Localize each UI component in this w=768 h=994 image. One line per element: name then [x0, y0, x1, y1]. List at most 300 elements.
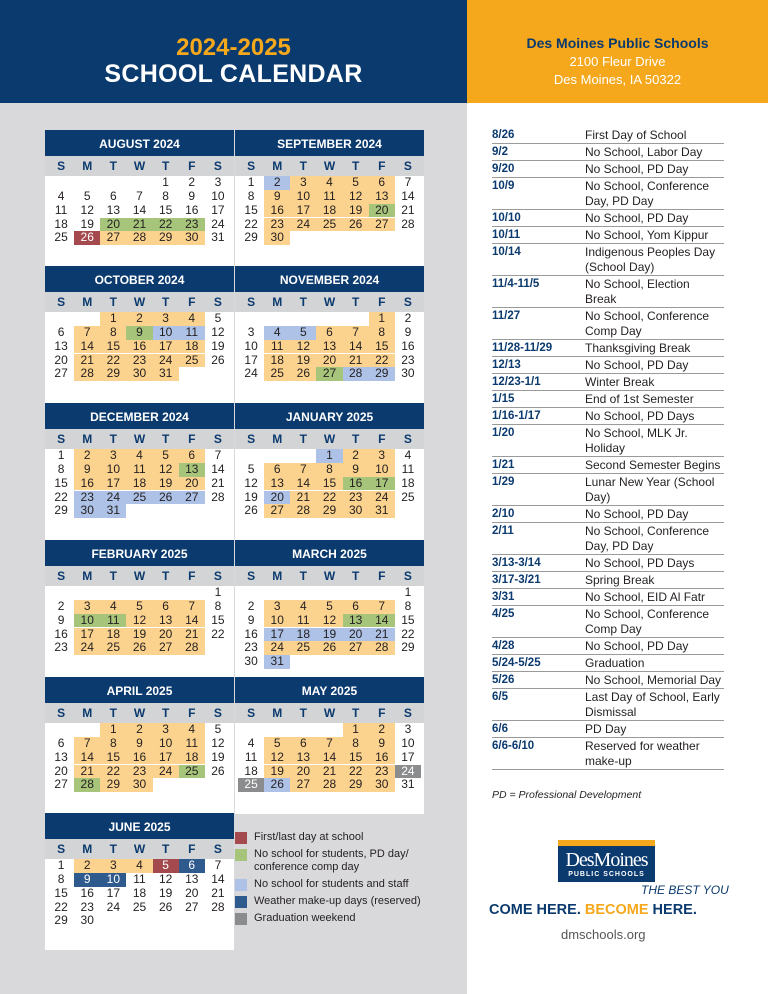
month-calendar	[235, 677, 424, 814]
event-row	[492, 738, 724, 770]
weekday-label: W	[323, 569, 336, 583]
day-cell: 2	[247, 598, 255, 613]
event-date: 1/29	[492, 476, 515, 488]
day-cell: 17	[290, 204, 316, 218]
address-line-1: 2100 Fleur Drive	[569, 54, 666, 69]
day-cell	[316, 655, 342, 669]
day-cell: 5	[153, 449, 179, 463]
day-cell	[264, 723, 290, 737]
day-cell	[290, 655, 316, 669]
week-row	[45, 367, 234, 381]
day-cell: 12	[211, 324, 225, 339]
day-cell: 18	[244, 763, 258, 778]
week-row	[45, 449, 234, 463]
day-cell	[126, 176, 152, 190]
day-cell: 15	[401, 612, 415, 627]
day-cell: 11	[244, 749, 258, 764]
day-cell: 3	[214, 175, 222, 190]
event-description: No School, PD Day	[585, 162, 689, 176]
event-description: No School, Conference Comp Day	[585, 607, 710, 636]
day-cell	[100, 176, 126, 190]
day-cell: 28	[343, 367, 369, 381]
day-cell: 10	[290, 190, 316, 204]
month-calendar	[45, 130, 234, 267]
day-cell: 29	[401, 640, 415, 655]
day-cell: 23	[80, 899, 94, 914]
day-cell	[74, 586, 100, 600]
day-cell: 7	[136, 188, 143, 203]
weekday-label: F	[378, 706, 386, 720]
day-cell: 12	[126, 614, 152, 628]
event-date: 3/31	[492, 591, 515, 603]
day-cell: 24	[290, 218, 316, 232]
day-cell	[153, 778, 179, 792]
week-row	[235, 449, 424, 463]
day-cell: 9	[74, 873, 100, 887]
day-cell: 18	[132, 885, 147, 900]
day-cell: 13	[316, 340, 342, 354]
week-row	[45, 340, 234, 354]
day-cell: 25	[179, 354, 205, 368]
day-cell: 16	[126, 340, 152, 354]
day-cell: 26	[244, 503, 258, 518]
event-description: Spring Break	[585, 573, 655, 587]
day-cell	[290, 723, 316, 737]
day-cell	[343, 586, 369, 600]
day-cell: 25	[54, 230, 68, 245]
day-cell: 23	[244, 640, 258, 655]
weekday-label: W	[133, 159, 146, 173]
day-cell: 11	[126, 463, 152, 477]
day-cell: 1	[343, 723, 369, 737]
day-cell: 23	[343, 491, 369, 505]
month-calendar	[235, 266, 424, 403]
day-cell	[48, 176, 74, 190]
day-cell: 24	[153, 765, 179, 779]
day-cell: 4	[404, 448, 412, 463]
day-cell: 16	[126, 751, 152, 765]
day-cell: 15	[54, 885, 68, 900]
event-row	[492, 672, 724, 689]
day-cell: 6	[179, 449, 205, 463]
day-cell: 18	[54, 216, 68, 231]
day-cell: 16	[54, 626, 68, 641]
day-cell: 31	[401, 777, 415, 792]
day-cell: 7	[404, 175, 412, 190]
day-cell: 27	[185, 899, 199, 914]
day-cell: 4	[316, 176, 342, 190]
day-cell: 26	[316, 641, 342, 655]
day-cell: 27	[264, 504, 290, 518]
day-cell: 13	[106, 202, 121, 217]
day-cell: 22	[369, 354, 395, 368]
day-cell: 24	[74, 641, 100, 655]
weekday-label: W	[323, 706, 336, 720]
day-cell: 6	[153, 600, 179, 614]
day-cell: 3	[153, 723, 179, 737]
month-title: SEPTEMBER 2024	[235, 130, 424, 156]
day-cell: 9	[126, 326, 152, 340]
day-cell: 11	[290, 614, 316, 628]
week-row	[235, 600, 424, 614]
event-row	[492, 244, 724, 276]
day-cell: 10	[369, 463, 395, 477]
weekday-label: T	[161, 295, 170, 309]
event-description: No School, Conference Day, PD Day	[585, 179, 710, 208]
website-link[interactable]: dmschools.org	[561, 927, 646, 942]
day-cell: 21	[290, 491, 316, 505]
month-calendar	[45, 540, 234, 677]
day-cell: 29	[100, 367, 126, 381]
day-cell: 14	[74, 340, 100, 354]
day-cell: 16	[343, 477, 369, 491]
day-cell: 2	[126, 312, 152, 326]
legend-label: Weather make-up days (reserved)	[254, 895, 421, 907]
weekday-label: T	[161, 159, 170, 173]
month-title: JANUARY 2025	[235, 403, 424, 429]
event-description: Last Day of School, Early Dismissal	[585, 690, 720, 719]
day-cell: 16	[185, 202, 199, 217]
day-cell	[238, 723, 264, 737]
day-cell: 3	[369, 449, 395, 463]
weekday-label: S	[403, 706, 412, 720]
week-row	[235, 614, 424, 628]
day-cell: 9	[343, 463, 369, 477]
district-logo	[558, 840, 655, 882]
day-cell: 27	[54, 777, 68, 792]
day-cell: 30	[244, 654, 258, 669]
day-cell: 13	[54, 749, 68, 764]
weekday-label: F	[378, 569, 386, 583]
day-cell: 8	[247, 188, 255, 203]
day-cell: 1	[162, 175, 169, 190]
week-row	[235, 218, 424, 232]
day-cell	[100, 586, 126, 600]
tagline-part-3: HERE.	[652, 902, 697, 918]
month-title: DECEMBER 2024	[45, 403, 234, 429]
day-cell: 13	[264, 477, 290, 491]
day-cell: 11	[54, 202, 68, 217]
day-cell: 5	[153, 859, 179, 873]
day-cell: 1	[404, 585, 412, 600]
event-date: 1/21	[492, 459, 515, 471]
district-name: Des Moines Public Schools	[526, 35, 709, 51]
day-cell: 15	[54, 475, 68, 490]
day-cell: 18	[264, 354, 290, 368]
day-cell: 14	[132, 202, 147, 217]
day-cell: 17	[74, 628, 100, 642]
day-cell	[316, 586, 342, 600]
day-cell	[316, 723, 342, 737]
event-row	[492, 655, 724, 672]
weekday-label: T	[109, 159, 118, 173]
month-title: APRIL 2025	[45, 677, 234, 703]
school-year: 2024-2025	[176, 34, 291, 61]
weekday-header	[45, 839, 234, 859]
day-cell: 13	[185, 871, 199, 886]
day-cell: 30	[126, 778, 152, 792]
event-row	[492, 308, 724, 340]
event-date: 1/20	[492, 427, 515, 439]
week-row	[235, 340, 424, 354]
day-cell	[205, 504, 231, 518]
event-description: Indigenous Peoples Day (School Day)	[585, 245, 716, 274]
day-cell: 22	[54, 899, 68, 914]
day-cell: 3	[290, 176, 316, 190]
event-date: 6/6-6/10	[492, 740, 535, 752]
day-cell: 19	[126, 628, 152, 642]
day-cell: 17	[244, 352, 258, 367]
day-cell: 8	[57, 461, 65, 476]
day-cell	[179, 367, 205, 381]
event-date: 10/9	[492, 180, 515, 192]
day-cell: 6	[110, 188, 117, 203]
weekday-header	[45, 703, 234, 723]
day-cell: 13	[290, 751, 316, 765]
weekday-label: F	[188, 569, 196, 583]
weekday-label: S	[247, 432, 256, 446]
tagline	[489, 902, 697, 918]
event-description: No School, Labor Day	[585, 145, 703, 159]
day-cell: 25	[316, 218, 342, 232]
event-row	[492, 506, 724, 523]
day-cell: 10	[264, 614, 290, 628]
day-cell: 3	[247, 324, 255, 339]
event-description: PD Day	[585, 722, 627, 736]
event-date: 5/24-5/25	[492, 657, 541, 669]
day-cell	[343, 231, 369, 245]
event-description: Thanksgiving Break	[585, 341, 691, 355]
day-cell: 12	[316, 614, 342, 628]
week-row	[235, 655, 424, 669]
weekday-label: M	[272, 432, 283, 446]
day-cell: 31	[153, 367, 179, 381]
event-description: No School, PD Days	[585, 409, 695, 423]
day-cell: 12	[343, 190, 369, 204]
day-cell: 24	[211, 216, 225, 231]
weekday-label: W	[323, 159, 336, 173]
day-cell: 3	[404, 722, 412, 737]
day-cell: 14	[211, 461, 225, 476]
day-cell: 26	[211, 763, 225, 778]
day-cell: 20	[153, 628, 179, 642]
day-cell: 1	[100, 723, 126, 737]
weekday-header	[45, 566, 234, 586]
day-cell: 28	[126, 231, 152, 245]
day-cell: 28	[211, 489, 225, 504]
day-cell: 10	[100, 463, 126, 477]
weekday-label: S	[57, 295, 66, 309]
day-cell: 9	[264, 190, 290, 204]
day-cell	[316, 312, 342, 326]
week-row	[235, 463, 424, 477]
event-row	[492, 357, 724, 374]
day-cell	[205, 367, 231, 381]
week-row	[235, 326, 424, 340]
weekday-label: T	[299, 295, 308, 309]
pd-note: PD = Professional Development	[492, 789, 642, 801]
day-cell: 8	[369, 326, 395, 340]
event-date: 1/16-1/17	[492, 410, 541, 422]
weekday-label: F	[378, 295, 386, 309]
day-cell: 15	[100, 340, 126, 354]
week-row	[235, 504, 424, 518]
legend-label: No school for students, PD day/ conference comp day	[254, 848, 409, 873]
day-cell: 18	[290, 628, 316, 642]
day-cell: 19	[264, 765, 290, 779]
weekday-label: M	[82, 706, 93, 720]
weekday-header	[235, 703, 424, 723]
day-cell: 13	[179, 463, 205, 477]
week-row	[45, 887, 234, 901]
day-cell	[343, 655, 369, 669]
week-row	[235, 204, 424, 218]
week-row	[235, 723, 424, 737]
day-cell: 23	[74, 491, 100, 505]
day-cell: 19	[244, 489, 258, 504]
day-cell: 28	[401, 216, 415, 231]
day-cell: 15	[343, 751, 369, 765]
day-cell: 11	[316, 190, 342, 204]
day-cell: 19	[290, 354, 316, 368]
day-cell	[395, 231, 421, 245]
week-row	[45, 326, 234, 340]
event-description: No School, Memorial Day	[585, 673, 722, 687]
event-date: 3/17-3/21	[492, 574, 541, 586]
weekday-label: S	[57, 569, 66, 583]
weekday-label: M	[82, 569, 93, 583]
event-description: No School, PD Day	[585, 358, 689, 372]
day-cell	[205, 914, 231, 928]
week-row	[45, 614, 234, 628]
day-cell: 25	[290, 641, 316, 655]
day-cell: 3	[100, 859, 126, 873]
weekday-label: S	[247, 159, 256, 173]
month-calendar	[45, 403, 234, 540]
week-row	[45, 914, 234, 928]
day-cell: 7	[369, 600, 395, 614]
weekday-label: F	[378, 432, 386, 446]
day-cell: 7	[290, 463, 316, 477]
event-row	[492, 425, 724, 457]
day-cell: 26	[158, 899, 173, 914]
day-cell: 16	[369, 751, 395, 765]
day-cell: 22	[100, 354, 126, 368]
day-cell: 8	[100, 326, 126, 340]
day-cell: 19	[158, 885, 173, 900]
day-cell: 10	[211, 188, 225, 203]
day-cell: 17	[153, 751, 179, 765]
day-cell: 5	[290, 326, 316, 340]
day-cell: 27	[179, 491, 205, 505]
week-row	[45, 778, 234, 792]
page-title: SCHOOL CALENDAR	[104, 60, 363, 88]
day-cell: 14	[369, 614, 395, 628]
month-calendar	[45, 813, 234, 950]
day-cell: 23	[264, 218, 290, 232]
event-description: No School, PD Day	[585, 211, 689, 225]
day-cell	[238, 449, 264, 463]
week-row	[45, 176, 234, 190]
weekday-header	[45, 429, 234, 449]
event-row	[492, 572, 724, 589]
weekday-label: T	[109, 295, 118, 309]
day-cell: 3	[74, 600, 100, 614]
day-cell: 12	[264, 751, 290, 765]
day-cell	[74, 312, 100, 326]
day-cell: 21	[74, 354, 100, 368]
legend-swatch	[235, 913, 247, 925]
day-cell: 28	[74, 778, 100, 792]
event-description: No School, Conference Day, PD Day	[585, 524, 710, 553]
day-cell: 29	[244, 230, 258, 245]
week-row	[235, 641, 424, 655]
day-cell: 7	[74, 737, 100, 751]
day-cell: 30	[80, 913, 94, 928]
event-date: 11/4-11/5	[492, 278, 540, 290]
day-cell: 28	[74, 367, 100, 381]
event-row	[492, 474, 724, 506]
event-date: 6/5	[492, 691, 508, 703]
weekday-label: S	[213, 842, 222, 856]
day-cell	[290, 586, 316, 600]
day-cell: 15	[158, 202, 173, 217]
event-description: Graduation	[585, 656, 645, 670]
event-description: No School, MLK Jr. Holiday	[585, 426, 688, 455]
day-cell: 4	[179, 723, 205, 737]
day-cell	[179, 778, 205, 792]
weekday-label: S	[57, 842, 66, 856]
event-description: First Day of School	[585, 128, 687, 142]
day-cell: 18	[100, 628, 126, 642]
day-cell: 25	[179, 765, 205, 779]
event-row	[492, 178, 724, 210]
weekday-label: T	[351, 159, 360, 173]
day-cell	[153, 914, 179, 928]
day-cell	[179, 586, 205, 600]
day-cell: 5	[316, 600, 342, 614]
weekday-label: W	[323, 295, 336, 309]
day-cell: 25	[238, 778, 264, 792]
day-cell: 17	[369, 477, 395, 491]
weekday-header	[45, 156, 234, 176]
weekday-label: F	[378, 159, 386, 173]
day-cell: 5	[126, 600, 152, 614]
day-cell: 12	[158, 871, 173, 886]
day-cell: 30	[179, 231, 205, 245]
day-cell: 22	[153, 218, 179, 232]
day-cell: 31	[369, 504, 395, 518]
day-cell: 16	[401, 338, 415, 353]
day-cell: 1	[57, 858, 65, 873]
day-cell: 5	[264, 737, 290, 751]
day-cell: 24	[106, 899, 121, 914]
day-cell: 2	[126, 723, 152, 737]
event-date: 11/28-11/29	[492, 342, 553, 354]
day-cell	[238, 586, 264, 600]
day-cell: 4	[264, 326, 290, 340]
day-cell: 21	[401, 202, 415, 217]
day-cell: 12	[153, 463, 179, 477]
day-cell: 29	[100, 778, 126, 792]
header-banner	[0, 0, 467, 103]
day-cell: 31	[100, 504, 126, 518]
day-cell: 18	[126, 477, 152, 491]
day-cell: 7	[214, 858, 222, 873]
day-cell: 23	[54, 640, 68, 655]
weekday-label: S	[57, 706, 66, 720]
day-cell: 30	[369, 778, 395, 792]
